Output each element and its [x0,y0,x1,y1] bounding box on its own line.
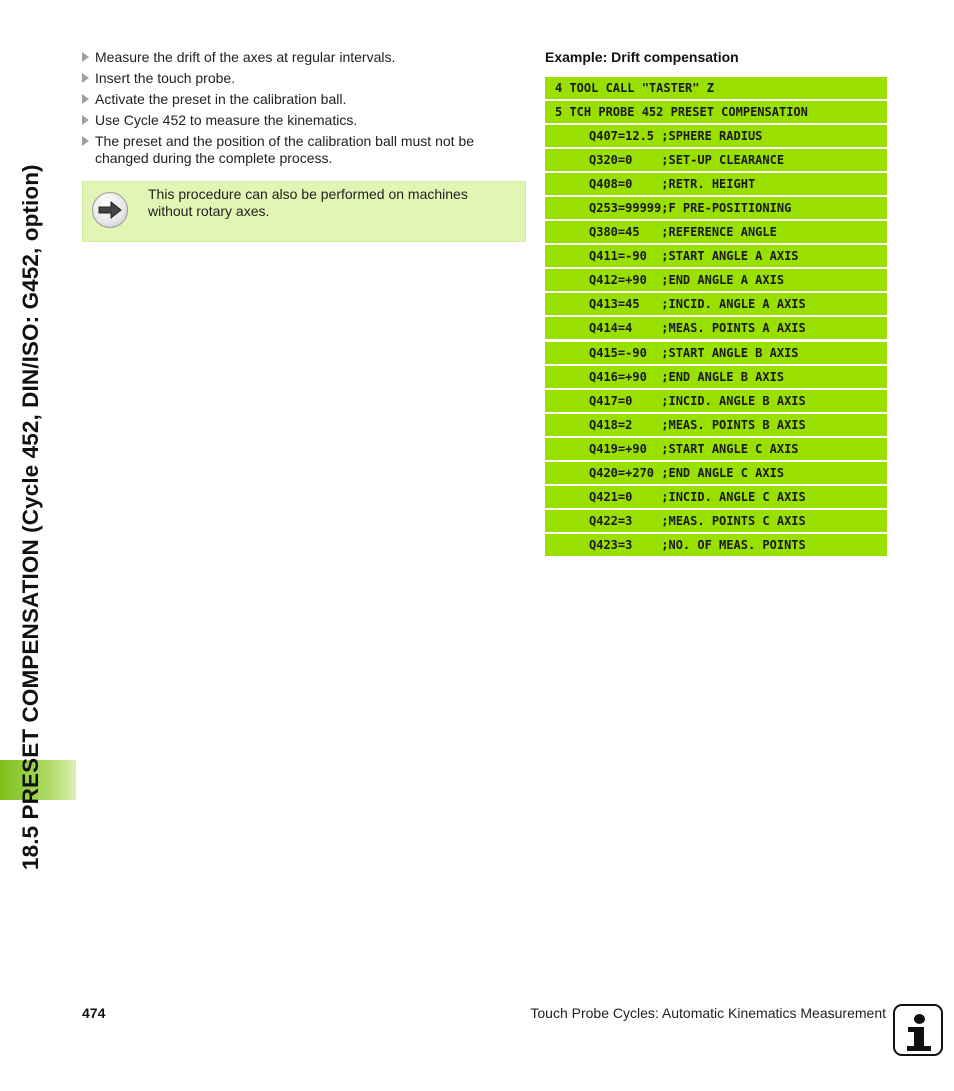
code-line: Q407=12.5 ;SPHERE RADIUS [545,125,887,147]
code-line: Q253=99999;F PRE-POSITIONING [545,197,887,219]
triangle-bullet-icon [82,115,89,125]
code-line: Q413=45 ;INCID. ANGLE A AXIS [545,293,887,315]
code-line: Q420=+270 ;END ANGLE C AXIS [545,462,887,484]
triangle-bullet-icon [82,52,89,62]
code-line: 4 TOOL CALL "TASTER" Z [545,77,887,99]
bullet-text: Insert the touch probe. [95,70,236,86]
bullet-list [82,49,512,171]
info-icon [893,1004,943,1056]
code-line: Q380=45 ;REFERENCE ANGLE [545,221,887,243]
triangle-bullet-icon [82,136,89,146]
bullet-item [82,70,512,87]
triangle-bullet-icon [82,94,89,104]
bullet-item [82,49,512,66]
code-line: Q414=4 ;MEAS. POINTS A AXIS [545,317,887,339]
nc-program-listing [545,77,887,558]
note-box [82,181,526,242]
arrow-right-icon [92,192,128,228]
code-line: Q422=3 ;MEAS. POINTS C AXIS [545,510,887,532]
code-line: 5 TCH PROBE 452 PRESET COMPENSATION [545,101,887,123]
bullet-text: The preset and the position of the calibration ball must not be changed during the complete process. [95,133,475,166]
side-chapter-title: 18.5 PRESET COMPENSATION (Cycle 452, DIN/ISO: G452, option) [18,164,43,870]
bullet-item [82,91,512,108]
note-text: This procedure can also be performed on machines without rotary axes. [148,186,468,219]
code-line: Q411=-90 ;START ANGLE A AXIS [545,245,887,267]
code-line: Q418=2 ;MEAS. POINTS B AXIS [545,414,887,436]
code-line: Q320=0 ;SET-UP CLEARANCE [545,149,887,171]
code-line: Q419=+90 ;START ANGLE C AXIS [545,438,887,460]
code-line: Q408=0 ;RETR. HEIGHT [545,173,887,195]
bullet-text: Use Cycle 452 to measure the kinematics. [95,112,358,128]
code-line: Q421=0 ;INCID. ANGLE C AXIS [545,486,887,508]
code-line: Q412=+90 ;END ANGLE A AXIS [545,269,887,291]
code-line: Q423=3 ;NO. OF MEAS. POINTS [545,534,887,556]
bullet-item [82,112,512,129]
bullet-item [82,133,512,166]
bullet-text: Activate the preset in the calibration ball. [95,91,347,107]
code-line: Q417=0 ;INCID. ANGLE B AXIS [545,390,887,412]
code-line: Q415=-90 ;START ANGLE B AXIS [545,342,887,364]
example-title: Example: Drift compensation [545,49,739,65]
code-line: Q416=+90 ;END ANGLE B AXIS [545,366,887,388]
bullet-text: Measure the drift of the axes at regular intervals. [95,49,396,65]
triangle-bullet-icon [82,73,89,83]
chapter-footer: Touch Probe Cycles: Automatic Kinematics Measurement [530,1005,886,1021]
page-number: 474 [82,1005,106,1021]
